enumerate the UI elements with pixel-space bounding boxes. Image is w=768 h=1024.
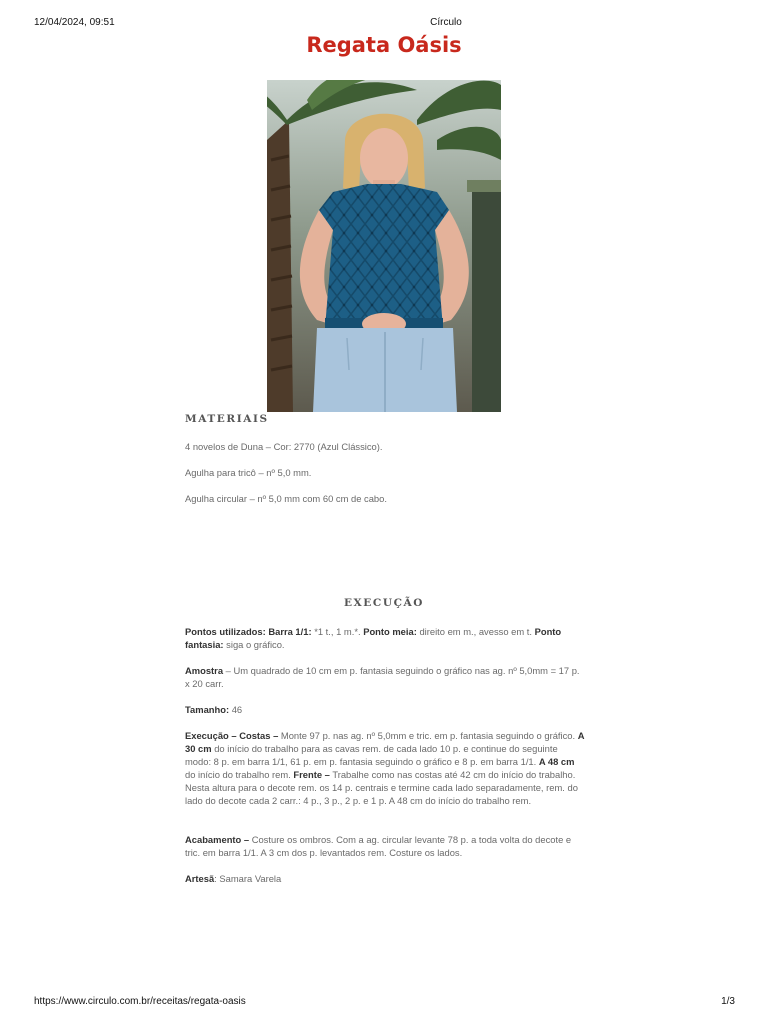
artisan-label: Artesã (185, 873, 215, 884)
print-site-title: Círculo (430, 17, 462, 28)
execution-label: A 48 cm (538, 756, 575, 767)
product-photo (267, 80, 501, 412)
stitch-label: Ponto fantasia: (185, 626, 562, 650)
execution-label: Execução – Costas – (185, 730, 279, 741)
stitches-text: *1 t., 1 m.*. (311, 626, 364, 637)
page-number: 1/3 (721, 996, 735, 1007)
execution-paragraph (185, 729, 585, 807)
page-url: https://www.circulo.com.br/receitas/regata-oasis (34, 996, 246, 1007)
stitches-label: Pontos utilizados: Barra 1/1: (185, 626, 312, 637)
print-datetime: 12/04/2024, 09:51 (34, 17, 115, 28)
gauge-text: – Um quadrado de 10 cm em p. fantasia seguindo o gráfico nas ag. nº 5,0mm = 17 p. x 20 carr. (185, 665, 580, 689)
stitch-text: direito em m., avesso em t. (416, 626, 535, 637)
materials-item: Agulha circular – nº 5,0 mm com 60 cm de cabo. (185, 493, 387, 504)
execution-text: do início do trabalho para as cavas rem. de cada lado 10 p. e continue do seguinte modo: 8 p. em barra 1/1, 61 p. em p. fantasia seguindo o gráfico e 8 p. em barra 1/1. (185, 743, 558, 767)
stitch-text: siga o gráfico. (223, 639, 285, 650)
finishing-paragraph (185, 833, 585, 859)
execution-text: do início do trabalho rem. (185, 769, 294, 780)
page-title: Regata Oásis (306, 33, 462, 57)
size-paragraph (185, 703, 585, 716)
gauge-paragraph (185, 664, 585, 690)
artisan-paragraph (185, 872, 585, 885)
execution-label: A 30 cm (185, 730, 585, 754)
size-label: Tamanho: (185, 704, 230, 715)
materials-heading: MATERIAIS (185, 413, 269, 425)
stitch-label: Ponto meia: (363, 626, 417, 637)
artisan-name: : Samara Varela (214, 873, 282, 884)
front-label: Frente – (293, 769, 330, 780)
stitches-paragraph (185, 625, 585, 651)
execution-heading: EXECUÇÃO (343, 597, 425, 609)
gauge-label: Amostra (185, 665, 224, 676)
execution-text: Monte 97 p. nas ag. nº 5,0mm e tric. em p. fantasia seguindo o gráfico. (278, 730, 578, 741)
finishing-text: Costure os ombros. Com a ag. circular levante 78 p. a toda volta do decote e tric. em barra 1/1. A 3 cm dos p. levantados rem. Costure os lados. (185, 834, 572, 858)
size-value: 46 (229, 704, 243, 715)
front-text: Trabalhe como nas costas até 42 cm do início do trabalho. Nesta altura para o decote rem. os 14 p. centrais e termine cada lado separadamente, rem. do lado do decote cada 2 carr.: 4 p., 3 p., 2 p. e 1 p. A 48 cm do início do trabalho rem. (185, 769, 578, 806)
finishing-label: Acabamento – (185, 834, 250, 845)
materials-item: Agulha para tricô – nº 5,0 mm. (185, 467, 312, 478)
materials-item: 4 novelos de Duna – Cor: 2770 (Azul Clássico). (185, 441, 383, 452)
